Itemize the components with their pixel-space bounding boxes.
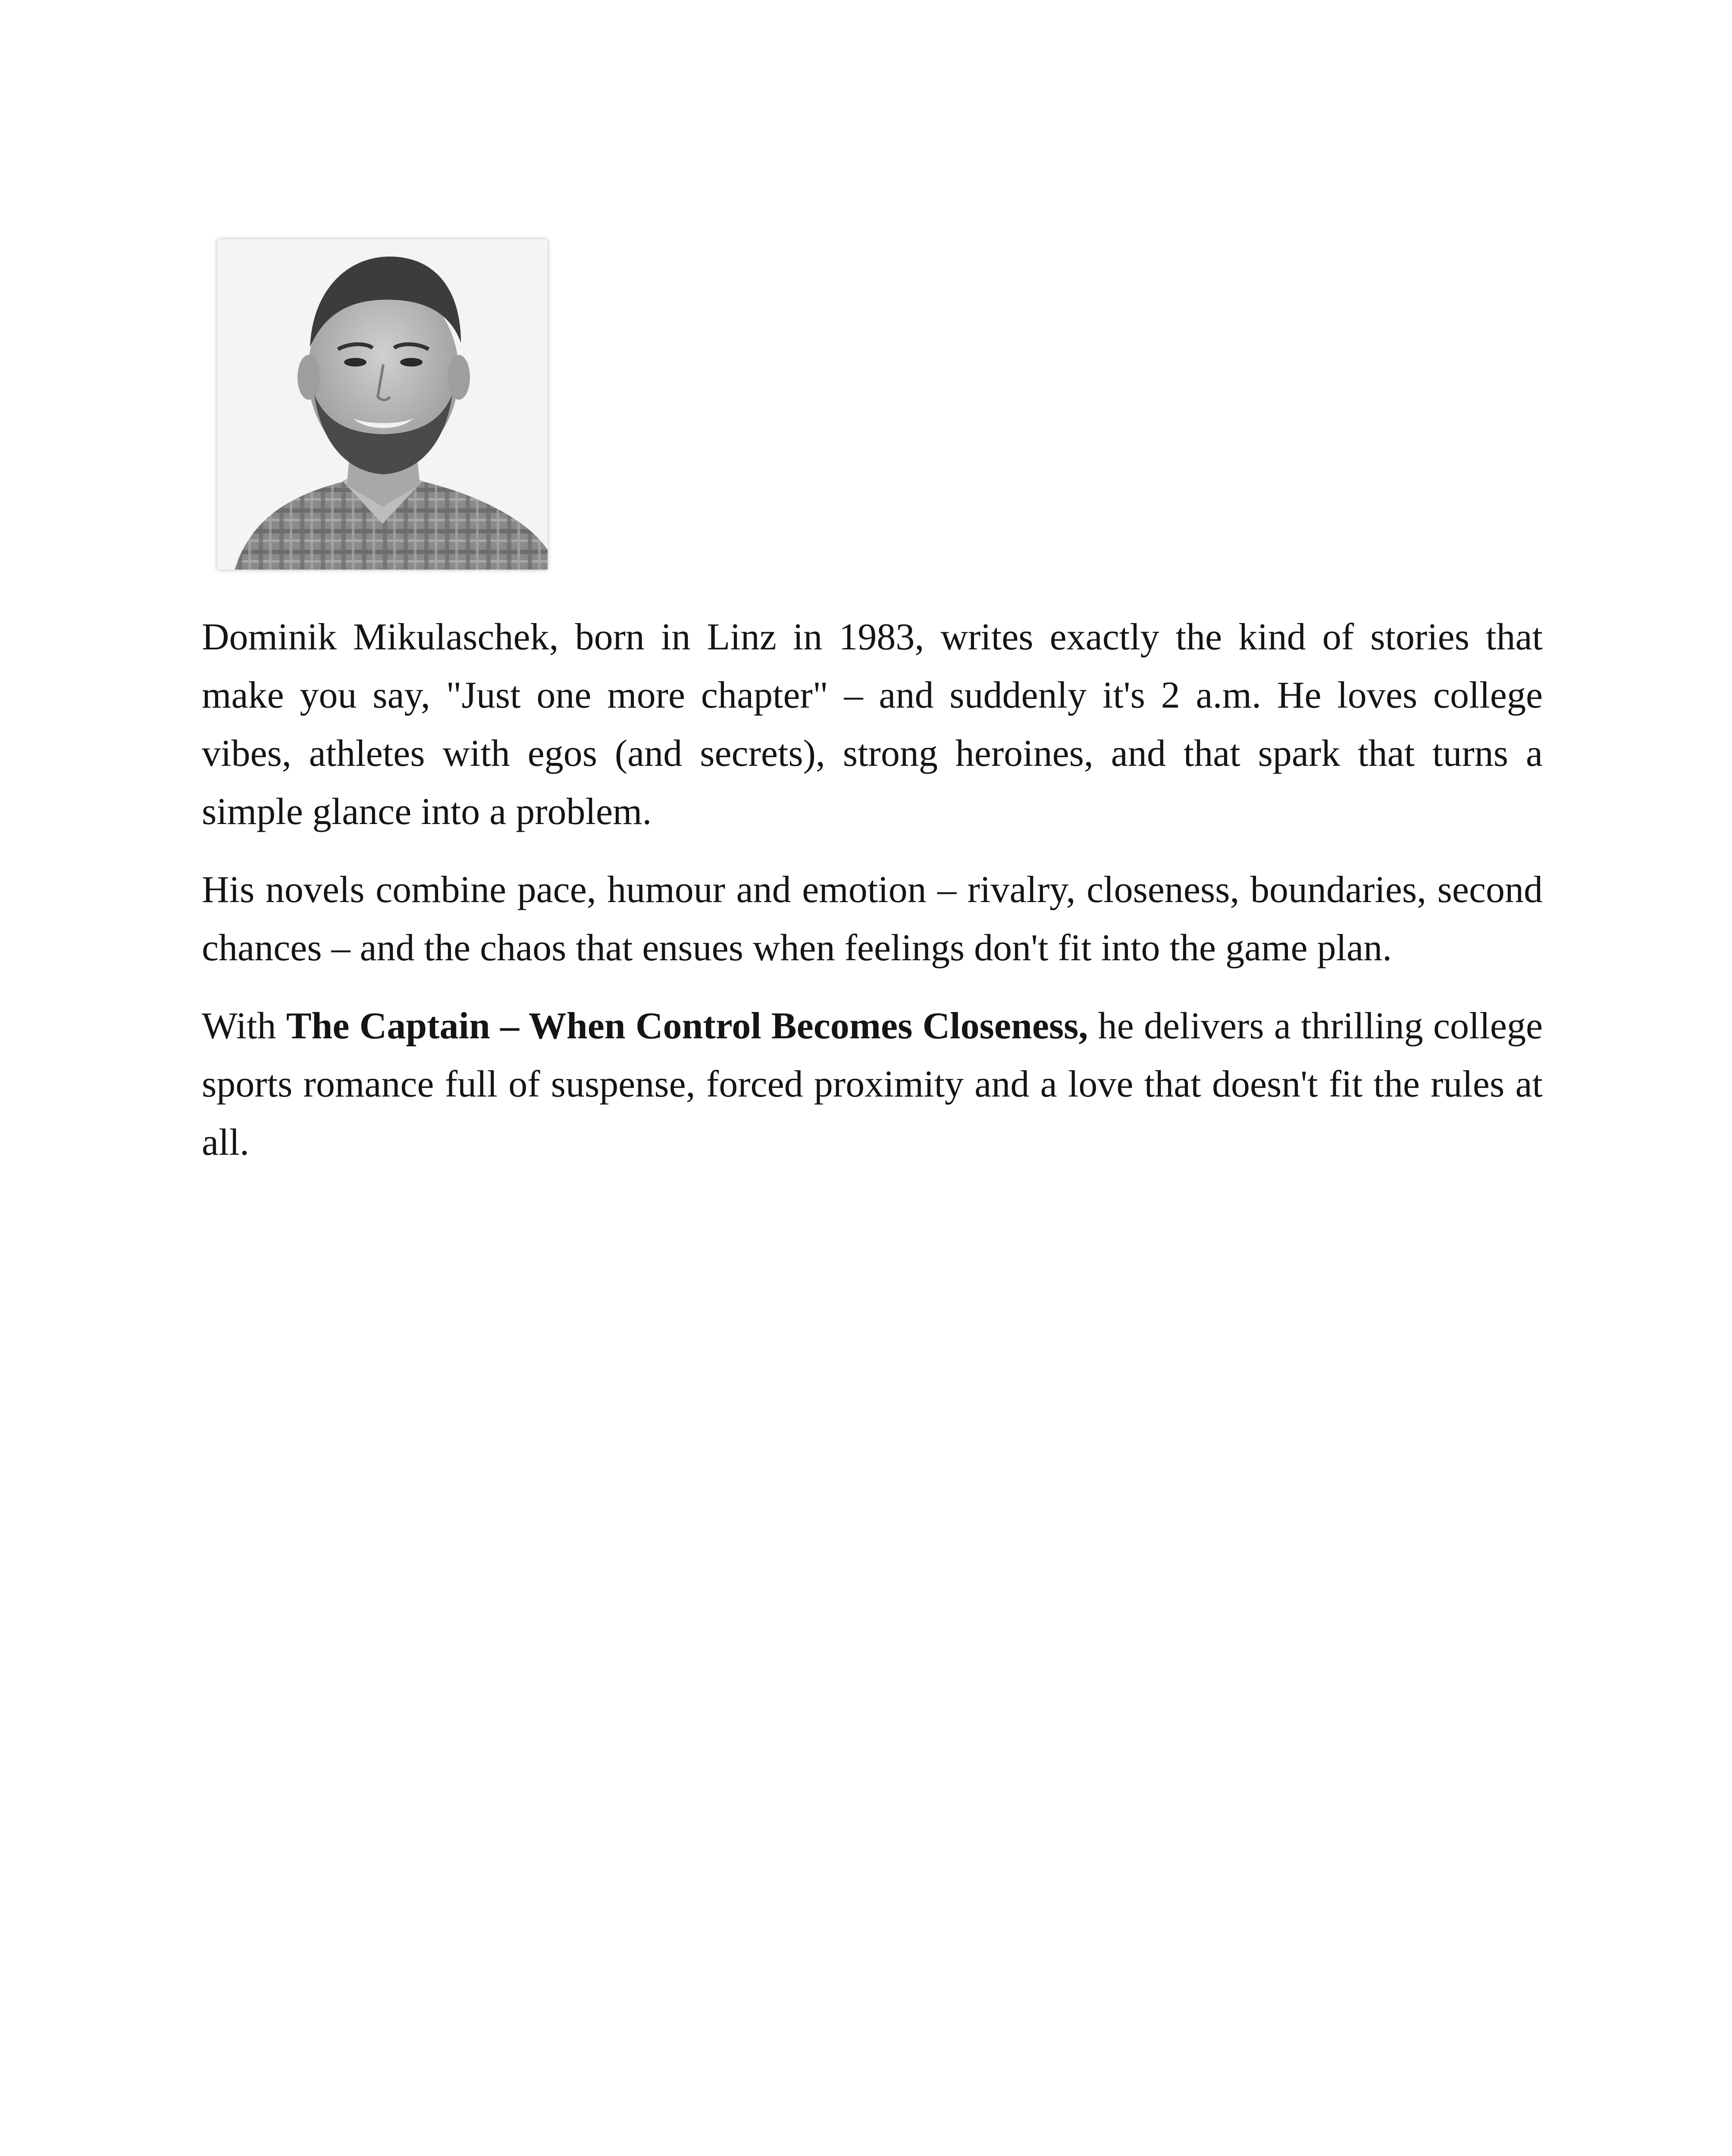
bio-paragraph-2: His novels combine pace, humour and emotion – rivalry, closeness, boundaries, second chances – and the chaos that ensues when feelings don't fit into the game plan. — [202, 869, 1543, 969]
bio-paragraph-3 — [202, 997, 1543, 1172]
author-bio — [202, 608, 1543, 1191]
bio-paragraph-3-suffix: he delivers a thrilling college sports romance full of suspense, forced proximity and a love that doesn't fit the rules at all. — [202, 1005, 1543, 1163]
bio-paragraph-1: Dominik Mikulaschek, born in Linz in 1983, writes exactly the kind of stories that make you say, "Just one more chapter" – and suddenly it's 2 a.m. He loves college vibes, athletes with egos (and secrets), strong heroines, and that spark that turns a simple glance into a problem. — [202, 616, 1543, 833]
bio-paragraph-3-prefix: With — [202, 1005, 286, 1047]
book-title: The Captain – When Control Becomes Closeness, — [286, 1005, 1088, 1047]
author-photo — [217, 239, 548, 570]
